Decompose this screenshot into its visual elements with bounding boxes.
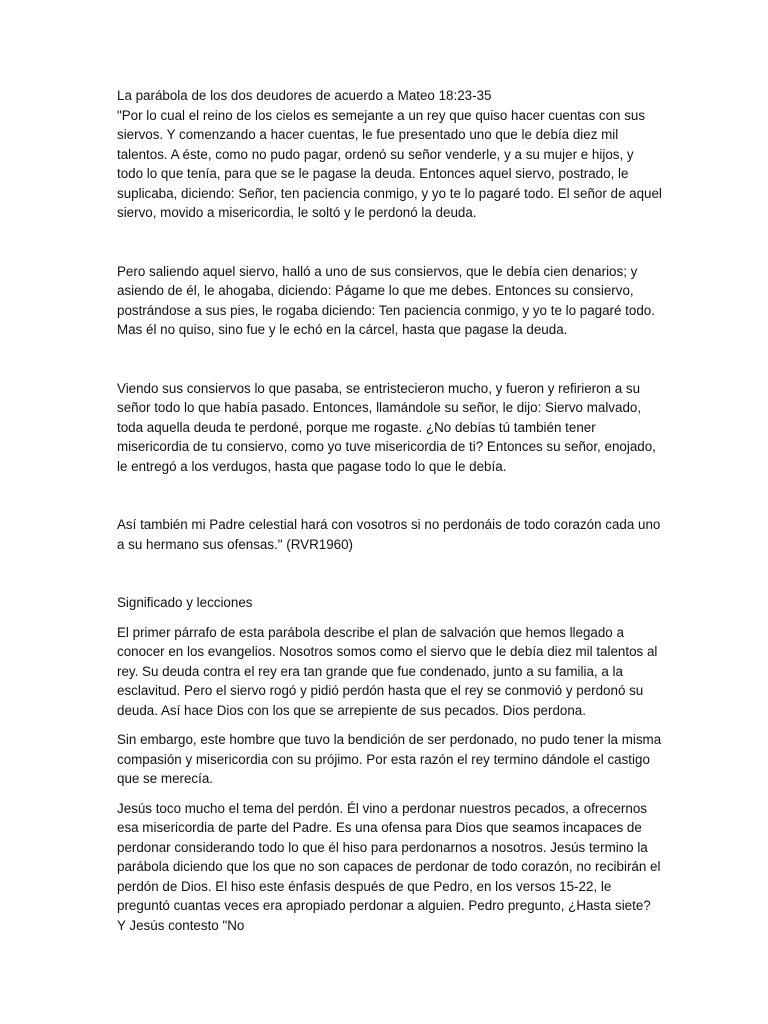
quote-paragraph-4: Así también mi Padre celestial hará con vosotros si no perdonáis de todo corazón cada uno a su hermano sus ofensas." (RVR1960) [117,517,661,552]
section-paragraph-2: Sin embargo, este hombre que tuvo la bendición de ser perdonado, no pudo tener la misma compasión y misericordia con su prójimo. Por esta razón el rey termino dándole el castigo que se merecía. [117,732,662,786]
document-title: La parábola de los dos deudores de acuerdo a Mateo 18:23-35 [117,88,492,103]
quote-paragraph-1: "Por lo cual el reino de los cielos es semejante a un rey que quiso hacer cuentas con sus siervos. Y comenzando a hacer cuentas, le fue presentado uno que le debía diez mil talentos. A éste, como no pudo pagar, ordenó su señor venderle, y a su mujer e hijos, y todo lo que tenía, para que se le pagase la deuda. Entonces aquel siervo, postrado, le suplicaba, diciendo: Señor, ten paciencia conmigo, y yo te lo pagaré todo. El señor de aquel siervo, movido a misericordia, le soltó y le perdonó la deuda. [117,107,662,220]
section-heading: Significado y lecciones [117,595,253,610]
quote-paragraph-3: Viendo sus consiervos lo que pasaba, se entristecieron mucho, y fueron y refirieron a su señor todo lo que había pasado. Entonces, llamándole su señor, le dijo: Siervo malvado, toda aquella deuda te perdoné, porque me rogaste. ¿No debías tú también tener misericordia de tu consiervo, como yo tuve misericordia de ti? Entonces su señor, enojado, le entregó a los verdugos, hasta que pagase todo lo que le debía. [117,380,656,474]
section-paragraph-3: Jesús toco mucho el tema del perdón. Él vino a perdonar nuestros pecados, a ofrecernos esa misericordia de parte del Padre. Es una ofensa para Dios que seamos incapaces de perdonar considerando todo lo que él hiso para perdonarnos a nosotros. Jesús termino la parábola diciendo que los que no son capaces de perdonar de todo corazón, no recibirán el perdón de Dios. El hiso este énfasis después de que Pedro, en los versos 15-22, le preguntó cuantas veces era apropiado perdonar a alguien. Pedro pregunto, ¿Hasta siete? Y Jesús contesto "No [117,800,661,933]
section-paragraph-1: El primer párrafo de esta parábola describe el plan de salvación que hemos llegado a conocer en los evangelios. Nosotros somos como el siervo que le debía diez mil talentos al rey. Su deuda contra el rey era tan grande que fue condenado, junto a su familia, a la esclavitud. Pero el siervo rogó y pidió perdón hasta que el rey se conmovió y perdonó su deuda. Así hace Dios con los que se arrepiente de sus pecados. Dios perdona. [117,624,658,718]
quote-paragraph-2: Pero saliendo aquel siervo, halló a uno de sus consiervos, que le debía cien denarios; y asiendo de él, le ahogaba, diciendo: Págame lo que me debes. Entonces su consiervo, postrándose a sus pies, le rogaba diciendo: Ten paciencia conmigo, y yo te lo pagaré todo. Mas él no quiso, sino fue y le echó en la cárcel, hasta que pagase la deuda. [117,263,655,337]
document-page [117,86,662,945]
